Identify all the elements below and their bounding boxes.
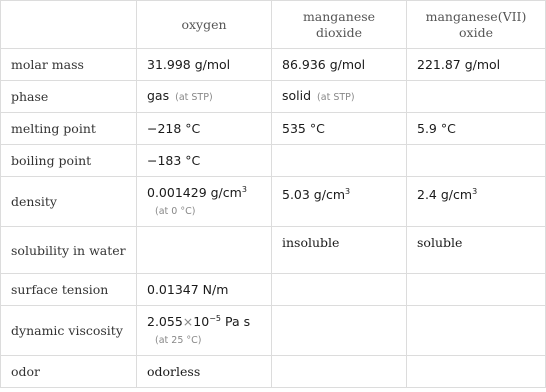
mno2-phase-condition: (at STP) (317, 92, 355, 103)
cell-oxygen-phase (137, 81, 272, 113)
cell-mn2o7-density (407, 177, 546, 227)
row-density (1, 177, 546, 227)
row-solubility (1, 227, 546, 274)
cell-oxygen-density (137, 177, 272, 227)
cell-mn2o7-molar-mass: 221.87 g/mol (407, 49, 546, 81)
oxygen-viscosity-mantissa: 2.055 (147, 313, 183, 329)
label-dynamic-viscosity: dynamic viscosity (1, 306, 137, 356)
label-phase: phase (1, 81, 137, 113)
oxygen-density-value: 0.001429 g/cm (147, 184, 242, 200)
cell-mno2-surface-tension (272, 274, 407, 306)
cell-oxygen-surface-tension: 0.01347 N/m (137, 274, 272, 306)
label-melting-point: melting point (1, 113, 137, 145)
cell-mno2-density (272, 177, 407, 227)
cell-oxygen-dynamic-viscosity (137, 306, 272, 356)
cell-mno2-melting-point: 535 °C (272, 113, 407, 145)
oxygen-density-condition: (at 0 °C) (155, 205, 196, 217)
label-boiling-point: boiling point (1, 145, 137, 177)
cell-oxygen-solubility (137, 227, 272, 274)
mno2-density-value: 5.03 g/cm (282, 187, 346, 202)
header-empty (1, 1, 137, 49)
mn2o7-density-value: 2.4 g/cm (417, 187, 473, 202)
row-dynamic-viscosity (1, 306, 546, 356)
cell-mn2o7-odor (407, 356, 546, 388)
cell-mn2o7-surface-tension (407, 274, 546, 306)
label-molar-mass: molar mass (1, 49, 137, 81)
cell-oxygen-molar-mass: 31.998 g/mol (137, 49, 272, 81)
cell-mn2o7-phase (407, 81, 546, 113)
cell-mn2o7-dynamic-viscosity (407, 306, 546, 356)
label-density: density (1, 177, 137, 227)
cell-mno2-molar-mass: 86.936 g/mol (272, 49, 407, 81)
label-odor: odor (1, 356, 137, 388)
cell-mno2-dynamic-viscosity (272, 306, 407, 356)
oxygen-phase-condition: (at STP) (175, 92, 213, 103)
row-boiling-point (1, 145, 546, 177)
oxygen-viscosity-base: 10 (193, 313, 210, 329)
label-surface-tension: surface tension (1, 274, 137, 306)
cell-mn2o7-solubility: soluble (407, 227, 546, 274)
cell-mn2o7-melting-point: 5.9 °C (407, 113, 546, 145)
header-oxygen: oxygen (137, 1, 272, 49)
mn2o7-density-exponent: 3 (472, 187, 478, 196)
row-surface-tension (1, 274, 546, 306)
header-manganese-vii-oxide: manganese(VII) oxide (407, 1, 546, 49)
oxygen-viscosity-unit: Pa s (224, 313, 251, 329)
oxygen-phase-value: gas (147, 88, 170, 103)
mno2-density-exponent: 3 (345, 187, 351, 196)
cell-mno2-boiling-point (272, 145, 407, 177)
cell-mno2-odor (272, 356, 407, 388)
row-phase (1, 81, 546, 113)
cell-mno2-phase (272, 81, 407, 113)
cell-mn2o7-boiling-point (407, 145, 546, 177)
cell-oxygen-odor: odorless (137, 356, 272, 388)
label-solubility-in-water: solubility in water (1, 227, 137, 274)
oxygen-density-exponent: 3 (241, 184, 247, 194)
row-odor (1, 356, 546, 388)
oxygen-viscosity-exponent: −5 (209, 313, 221, 323)
mno2-phase-value: solid (282, 88, 312, 103)
oxygen-viscosity-condition: (at 25 °C) (155, 334, 202, 346)
header-manganese-dioxide: manganese dioxide (272, 1, 407, 49)
cell-oxygen-boiling-point: −183 °C (137, 145, 272, 177)
row-molar-mass (1, 49, 546, 81)
row-melting-point (1, 113, 546, 145)
cell-oxygen-melting-point: −218 °C (137, 113, 272, 145)
cell-mno2-solubility: insoluble (272, 227, 407, 274)
oxygen-viscosity-times: × (182, 313, 194, 329)
header-row (1, 1, 546, 49)
